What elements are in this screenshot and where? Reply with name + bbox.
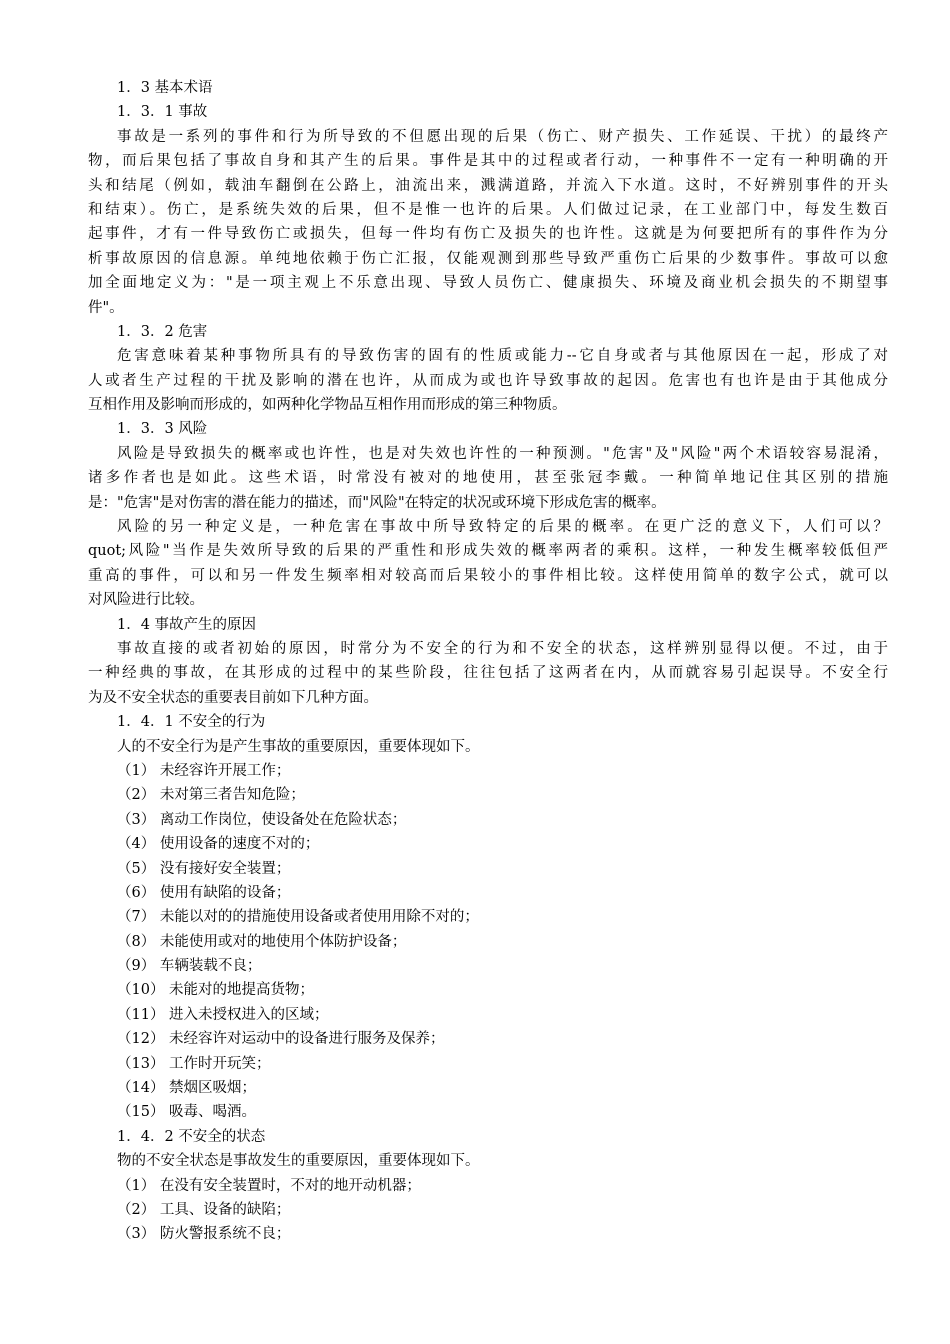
paragraph-line: 诸多作者也是如此。这些术语，时常没有被对的地使用，甚至张冠李戴。一种简单地记住其区别的措施 [88,470,888,487]
list-item: （12） 未经容许对运动中的设备进行服务及保养； [117,1031,445,1048]
paragraph-line: 起事件，才有一件导致伤亡或损失，但每一件均有伤亡及损失的也许性。这就是为何要把所有的事件作为分 [88,226,888,243]
section-heading: 1．3．1 事故 [117,104,208,121]
paragraph-line: 物，而后果包括了事故自身和其产生的后果。事件是其中的过程或者行动，一种事件不一定有一种明确的开 [88,153,888,170]
paragraph-line: 加全面地定义为："是一项主观上不乐意出现、导致人员伤亡、健康损失、环境及商业机会损失的不期望事 [88,275,888,292]
paragraph [88,442,888,515]
paragraph-line: 是："危害"是对伤害的潜在能力的描述，而"风险"在特定的状况或环境下形成危害的概率。 [88,494,666,511]
paragraph-line: 对风险进行比较。 [88,592,204,609]
paragraph [88,515,888,613]
paragraph-line: quot;风险"当作是失效所导致的后果的严重性和形成失效的概率两者的乘积。这样，一种发生概率较低但严 [88,543,888,560]
section-heading: 1．4 事故产生的原因 [117,616,257,633]
list-item: （14） 禁烟区吸烟； [117,1080,257,1097]
paragraph [88,344,888,417]
list-item: （10） 未能对的地提高货物； [117,982,315,999]
paragraph-line: 为及不安全状态的重要表目前如下几种方面。 [88,689,378,706]
paragraph-line: 一种经典的事故，在其形成的过程中的某些阶段，往往包括了这两者在内，从而就容易引起误导。不安全行 [88,665,888,682]
paragraph-line: 和结束）。伤亡，是系统失效的后果，但不是惟一也许的后果。人们做过记录，在工业部门中，每发生数百 [88,201,888,218]
list-item: （6） 使用有缺陷的设备； [117,884,291,901]
paragraph [88,637,888,710]
paragraph-line: 风险的另一种定义是，一种危害在事故中所导致特定的后果的概率。在更广泛的意义下，人们可以？ [117,519,888,536]
list-item: 人的不安全行为是产生事故的重要原因，重要体现如下。 [117,738,480,755]
paragraph-line: 互相作用及影响而形成的，如两种化学物品互相作用而形成的第三种物质。 [88,397,567,414]
paragraph-line: 事故直接的或者初始的原因，时常分为不安全的行为和不安全的状态，这样辨别显得以便。不过，由于 [117,640,888,657]
paragraph-line: 危害意味着某种事物所具有的导致伤害的固有的性质或能力--它自身或者与其他原因在一起，形成了对 [117,348,888,365]
list-item: （9） 车辆装载不良； [117,958,262,975]
section-heading: 1．4．1 不安全的行为 [117,714,266,731]
list-item: （3） 离动工作岗位，使设备处在危险状态； [117,811,407,828]
list-item: （2） 未对第三者告知危险； [117,787,305,804]
paragraph-line: 风险是导致损失的概率或也许性，也是对失效也许性的一种预测。"危害"及"风险"两个术语较容易混淆， [117,445,888,462]
list-item: （8） 未能使用或对的地使用个体防护设备； [117,933,407,950]
list-item: （1） 未经容许开展工作； [117,762,291,779]
paragraph-line: 事故是一系列的事件和行为所导致的不但愿出现的后果（伤亡、财产损失、工作延误、干扰）的最终产 [117,128,888,145]
section-heading: 1．4．2 不安全的状态 [117,1128,266,1145]
list-item: （4） 使用设备的速度不对的； [117,836,320,853]
paragraph-line: 头和结尾（例如，载油车翻倒在公路上，油流出来，溅满道路，并流入下水道。这时，不好辨别事件的开头 [88,177,888,194]
section-heading: 1．3 基本术语 [117,80,213,96]
list-item: （5） 没有接好安全装置； [117,860,291,877]
section-heading: 1．3．3 风险 [117,421,208,438]
list-item: （2） 工具、设备的缺陷； [117,1201,291,1218]
section-heading: 1．3．2 危害 [117,323,208,340]
paragraph-line: 析事故原因的信息源。单纯地依赖于伤亡汇报，仅能观测到那些导致严重伤亡后果的少数事件。事故可以愈 [88,250,888,267]
list-item: （15） 吸毒、喝酒。 [117,1104,257,1121]
paragraph-line: 件"。 [88,299,124,316]
list-item: （1） 在没有安全装置时，不对的地开动机器； [117,1177,421,1194]
list-item: （11） 进入未授权进入的区域； [117,1006,329,1023]
list-item: 物的不安全状态是事故发生的重要原因，重要体现如下。 [117,1153,480,1170]
paragraph [88,125,888,320]
paragraph-line: 重高的事件，可以和另一件发生频率相对较高而后果较小的事件相比较。这样使用简单的数字公式，就可以 [88,567,888,584]
list-item: （13） 工作时开玩笑； [117,1055,271,1072]
paragraph-line: 人或者生产过程的干扰及影响的潜在也许，从而成为或也许导致事故的起因。危害也有也许是由于其他成分 [88,372,888,389]
list-item: （7） 未能以对的的措施使用设备或者使用用除不对的； [117,909,479,926]
list-item: （3） 防火警报系统不良； [117,1226,291,1243]
